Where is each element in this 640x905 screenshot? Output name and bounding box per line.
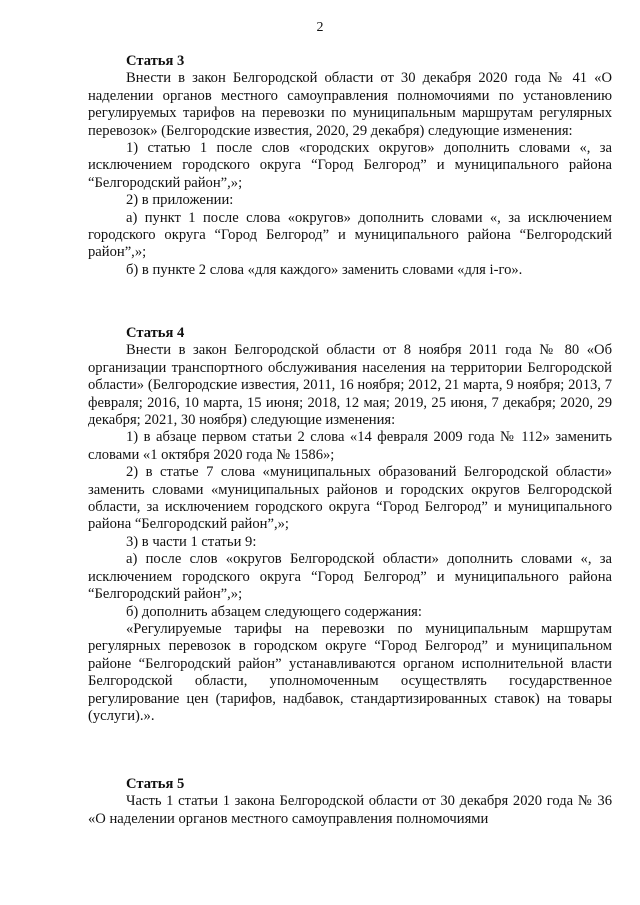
article-heading: Статья 4 xyxy=(126,325,185,341)
paragraph: б) дополнить абзацем следующего содержания: xyxy=(126,603,422,620)
paragraph: а) после слов «округов Белгородской области» дополнить словами «, за исключением городского округа “Город Белгород” и муниципального района “Белгородский район”,»; xyxy=(88,551,612,603)
article-3 xyxy=(88,53,612,279)
article-heading: Статья 3 xyxy=(126,53,185,69)
paragraph: Внести в закон Белгородской области от 8 ноября 2011 года № 80 «Об организации транспортного обслуживания населения на территории Белгородской области» (Белгородские известия, 2011, 16 ноября; 2012, 21 марта, 9 ноября; 2013, 7 февраля; 2016, 10 марта, 15 июня; 2018, 12 мая; 2019, 25 июня, 7 декабря; 2020, 29 декабря; 2021, 30 ноября) следующие изменения: xyxy=(88,342,612,429)
paragraph: 2) в приложении: xyxy=(126,192,234,209)
paragraph: 1) статью 1 после слов «городских округов» дополнить словами «, за исключением городского округа “Город Белгород” и муниципального района “Белгородский район”,»; xyxy=(88,140,612,191)
article-4 xyxy=(88,325,612,725)
paragraph: Часть 1 статьи 1 закона Белгородской области от 30 декабря 2020 года № 36 «О наделении органов местного самоуправления полномочиями xyxy=(88,793,612,827)
article-heading: Статья 5 xyxy=(126,776,185,792)
paragraph: Внести в закон Белгородской области от 30 декабря 2020 года № 41 «О наделении органов местного самоуправления полномочиями по установлению регулируемых тарифов на перевозки по муниципальным маршрутам регулярных перевозок» (Белгородские известия, 2020, 29 декабря) следующие изменения: xyxy=(88,70,612,139)
paragraph: б) в пункте 2 слова «для каждого» заменить словами «для i-го». xyxy=(126,261,523,278)
article-5 xyxy=(88,776,612,828)
paragraph: «Регулируемые тарифы на перевозки по муниципальным маршрутам регулярных перевозок в городском округе “Город Белгород” и муниципальном районе “Белгородский район” устанавливаются органом исполнительной власти Белгородской области, уполномоченным осуществлять государственное регулирование цен (тарифов, надбавок, стандартизированных ставок) на товары (услуги).». xyxy=(88,620,612,724)
page-number: 2 xyxy=(316,20,324,35)
paragraph: а) пункт 1 после слова «округов» дополнить словами «, за исключением городского округа “Город Белгород” и муниципального района “Белгородский район”,»; xyxy=(88,209,612,261)
paragraph: 1) в абзаце первом статьи 2 слова «14 февраля 2009 года № 112» заменить словами «1 октября 2020 года № 1586»; xyxy=(88,429,612,463)
paragraph: 3) в части 1 статьи 9: xyxy=(126,533,257,550)
paragraph: 2) в статье 7 слова «муниципальных образований Белгородской области» заменить словами «муниципальных районов и городских округов Белгородской области, за исключением городского округа “Город Белгород” и муниципального района “Белгородский район”,»; xyxy=(88,464,612,533)
